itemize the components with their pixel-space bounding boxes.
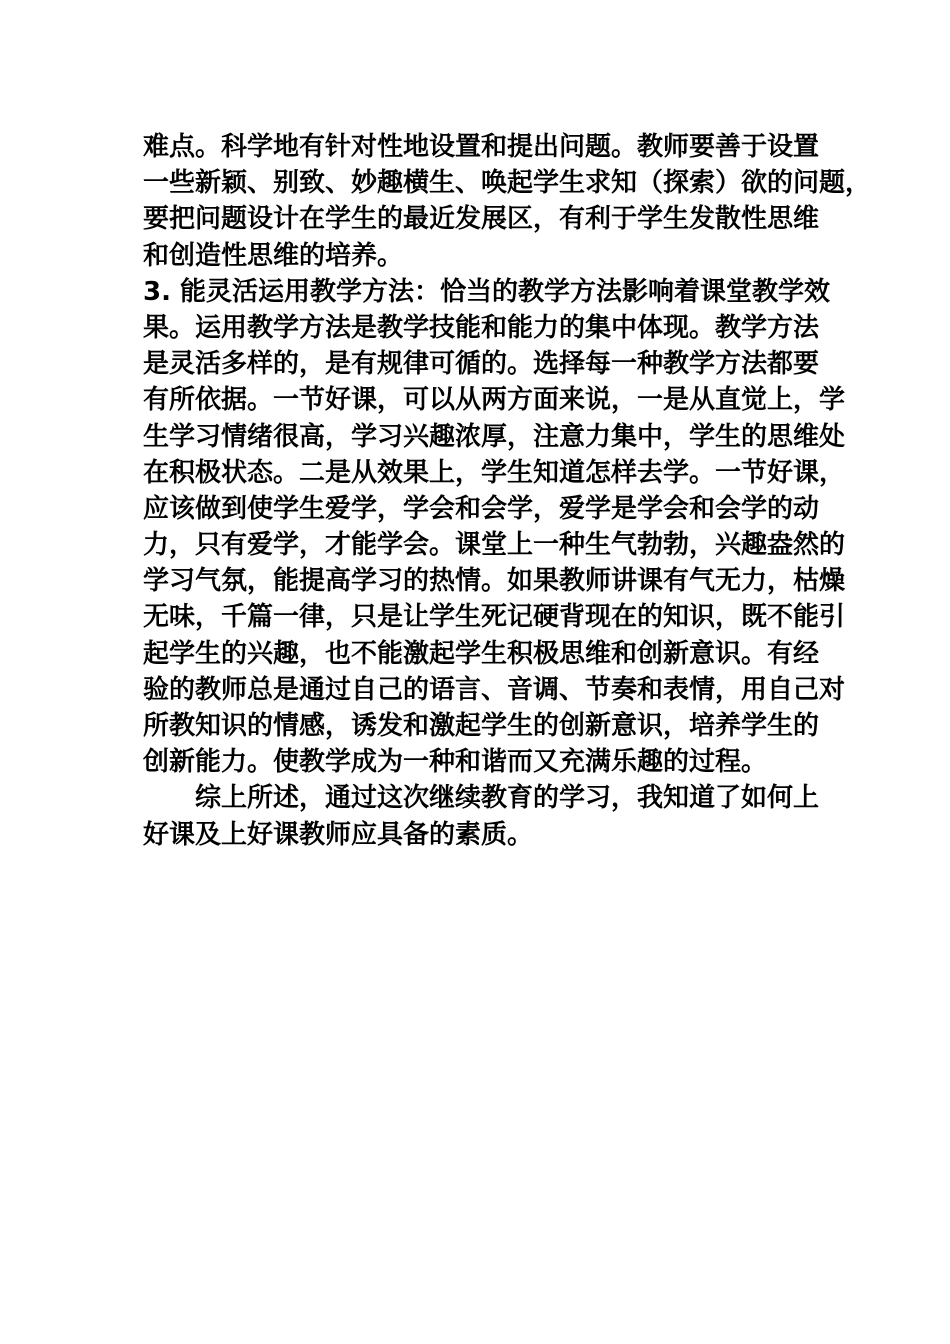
text-line: 要把问题设计在学生的最近发展区，有利于学生发散性思维 xyxy=(143,204,820,235)
document-body-text xyxy=(143,129,872,853)
text-line: 难点。科学地有针对性地设置和提出问题。教师要善于设置 xyxy=(143,132,820,162)
text-line: 无味，千篇一律，只是让学生死记硬背现在的知识，既不能引 xyxy=(143,602,846,633)
text-line: 力，只有爱学，才能学会。课堂上一种生气勃勃，兴趣盎然的 xyxy=(143,530,846,561)
text-line: 果。运用教学方法是教学技能和能力的集中体现。教学方法 xyxy=(143,312,820,343)
text-line: 创新能力。使教学成为一种和谐而又充满乐趣的过程。 xyxy=(143,747,768,778)
text-line: 应该做到使学生爱学，学会和会学，爱学是学会和会学的动 xyxy=(143,493,820,524)
text-line: 学习气氛，能提高学习的热情。如果教师讲课有气无力，枯燥 xyxy=(143,566,846,597)
conclusion-paragraph-line: 好课及上好课教师应具备的素质。 xyxy=(143,819,534,850)
text-line: 验的教师总是通过自己的语言、音调、节奏和表情，用自己对 xyxy=(143,674,846,705)
text-line: 有所依据。一节好课，可以从两方面来说，一是从直觉上，学 xyxy=(143,385,846,416)
text-line: 在积极状态。二是从效果上，学生知道怎样去学。一节好课， xyxy=(143,457,846,488)
text-line: 生学习情绪很高，学习兴趣浓厚，注意力集中，学生的思维处 xyxy=(143,421,846,452)
text-line: 一些新颖、别致、妙趣横生、唤起学生求知（探索）欲的问题， xyxy=(143,168,872,199)
conclusion-paragraph-line: 综上所述，通过这次继续教育的学习，我知道了如何上 xyxy=(195,783,820,814)
text-line: 起学生的兴趣，也不能激起学生积极思维和创新意识。有经 xyxy=(143,638,820,669)
section-heading-line: 3. 能灵活运用教学方法：恰当的教学方法影响着课堂教学效 xyxy=(143,276,831,307)
text-line: 是灵活多样的，是有规律可循的。选择每一种教学方法都要 xyxy=(143,349,820,380)
text-line: 和创造性思维的培养。 xyxy=(143,240,404,271)
text-line: 所教知识的情感，诱发和激起学生的创新意识，培养学生的 xyxy=(143,711,820,741)
